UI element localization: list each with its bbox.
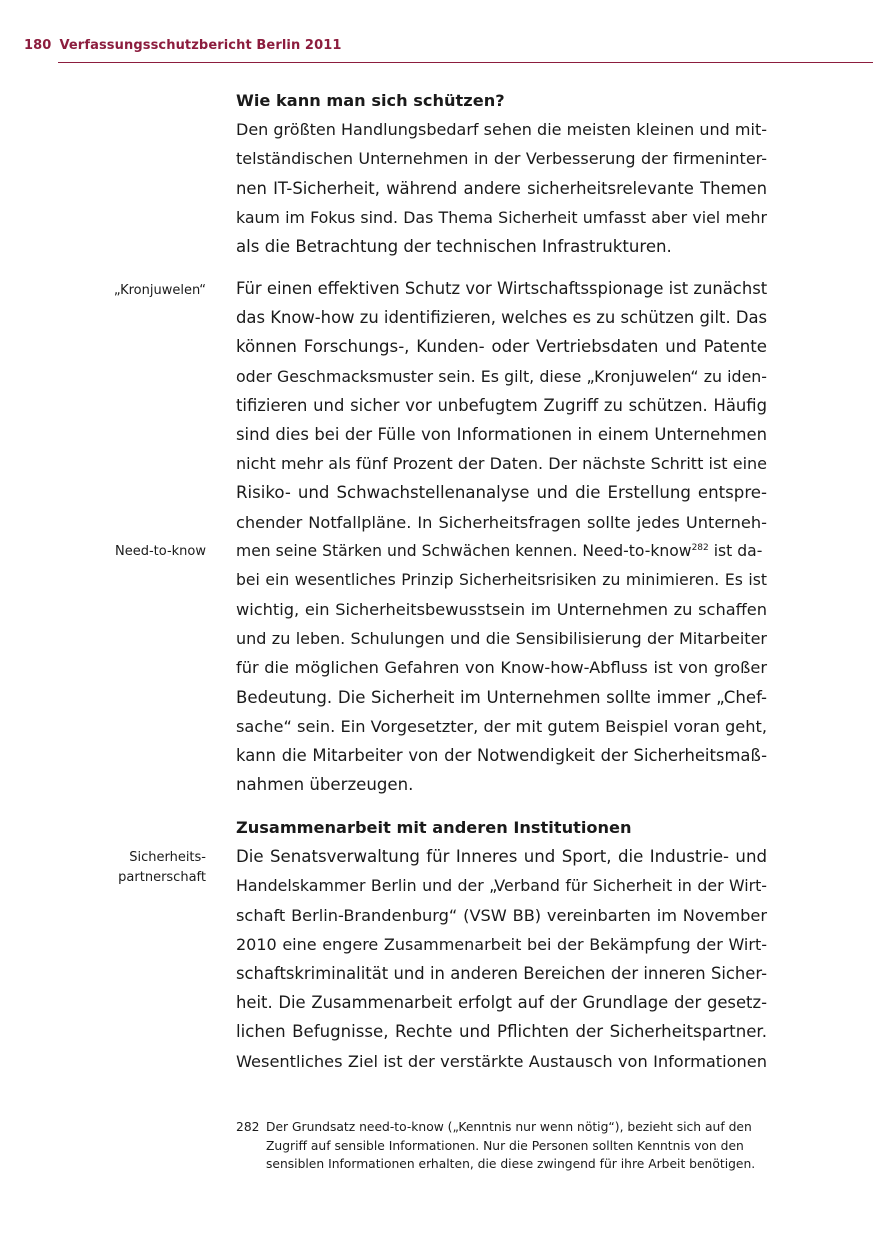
margin-note-line: partnerschaft [118,870,206,885]
paragraph-line: bei ein wesentliches Prinzip Sicherheitsrisiken zu minimieren. Es ist [236,570,767,589]
paragraph-line: für die möglichen Gefahren von Know-how-Abfluss ist von großer [236,658,767,678]
paragraph-line: lichen Befugnisse, Rechte und Pflichten der Sicherheitspartner. [236,1022,767,1042]
page-number: 180 [24,38,52,53]
section-heading: Wie kann man sich schützen? [236,91,505,110]
paragraph-line: Wesentliches Ziel ist der verstärkte Austausch von Informationen [236,1051,767,1071]
margin-note-kronjuwelen: „Kronjuwelen“ [113,283,206,298]
footnote-text [266,1118,776,1174]
margin-note-sicherheitspartnerschaft [118,848,206,888]
footnote-reference[interactable]: 282 [691,542,709,553]
paragraph-line: telständischen Unternehmen in der Verbesserung der firmeninter- [236,149,767,169]
header-rule [58,62,873,63]
paragraph-line: können Forschungs-, Kunden- oder Vertriebsdaten und Patente [236,337,767,357]
paragraph-line: schaft Berlin-Brandenburg“ (VSW BB) vereinbarten im November [236,905,767,925]
footnote-line: Zugriff auf sensible Informationen. Nur die Personen sollten Kenntnis von den [266,1138,744,1153]
paragraph-line: heit. Die Zusammenarbeit erfolgt auf der Grundlage der gesetz- [236,993,767,1013]
paragraph-line: tifizieren und sicher vor unbefugtem Zugriff zu schützen. Häufig [236,395,767,415]
paragraph-line: das Know-how zu identifizieren, welches es zu schützen gilt. Das [236,308,768,328]
paragraph-line: Die Senatsverwaltung für Inneres und Sport, die Industrie- und [236,847,767,867]
paragraph-line: nahmen überzeugen. [236,775,414,795]
paragraph-line: als die Betrachtung der technischen Infrastrukturen. [236,236,672,256]
paragraph-line-with-footnote [236,537,767,566]
section-cooperation [236,813,767,1076]
section-heading: Zusammenarbeit mit anderen Institutionen [236,818,632,837]
paragraph-line: Bedeutung. Die Sicherheit im Unternehmen sollte immer „Chef- [236,687,767,707]
footnote [236,1118,776,1174]
margin-note-need-to-know: Need-to-know [115,544,206,559]
footnote-line: sensiblen Informationen erhalten, die diese zwingend für ihre Arbeit benötigen. [266,1157,756,1172]
section-crown-jewels [236,274,767,799]
line-text: men seine Stärken und Schwächen kennen. Need-to-know [236,541,692,560]
line-text: ist da- [708,541,763,560]
paragraph-line: kaum im Fokus sind. Das Thema Sicherheit umfasst aber viel mehr [236,207,767,227]
running-title: Verfassungsschutzbericht Berlin 2011 [59,38,342,53]
margin-note-line: Sicherheits- [129,850,206,865]
paragraph-line: Für einen effektiven Schutz vor Wirtschaftsspionage ist zunächst [236,279,768,298]
footnote-line: Der Grundsatz need-to-know („Kenntnis nur wenn nötig“), bezieht sich auf den [266,1120,752,1134]
paragraph-line: 2010 eine engere Zusammenarbeit bei der Bekämpfung der Wirt- [236,934,767,954]
paragraph-line: sache“ sein. Ein Vorgesetzter, der mit gutem Beispiel voran geht, [236,716,767,736]
paragraph-line: Handelskammer Berlin und der „Verband für Sicherheit in der Wirt- [236,876,767,896]
paragraph-line: Risiko- und Schwachstellenanalyse und die Erstellung entspre- [236,483,767,503]
section-protection [236,86,767,261]
paragraph-line: kann die Mitarbeiter von der Notwendigkeit der Sicherheitsmaß- [236,746,767,765]
paragraph-line: nicht mehr als fünf Prozent der Daten. Der nächste Schritt ist eine [236,454,767,474]
paragraph-line: chender Notfallpläne. In Sicherheitsfragen sollte jedes Unterneh- [236,512,767,532]
paragraph-line: oder Geschmacksmuster sein. Es gilt, diese „Kronjuwelen“ zu iden- [236,366,767,386]
paragraph-line: wichtig, ein Sicherheitsbewusstsein im Unternehmen zu schaffen [236,600,767,620]
footnote-number: 282 [236,1120,260,1134]
paragraph-line: Den größten Handlungsbedarf sehen die meisten kleinen und mit- [236,120,767,140]
paragraph-line: sind dies bei der Fülle von Informationen in einem Unternehmen [236,424,767,444]
running-header [24,38,342,53]
paragraph-line: nen IT-Sicherheit, während andere sicherheitsrelevante Themen [236,178,767,198]
paragraph-line: schaftskriminalität und in anderen Bereichen der inneren Sicher- [236,963,767,983]
paragraph-line: und zu leben. Schulungen und die Sensibilisierung der Mitarbeiter [236,629,767,649]
